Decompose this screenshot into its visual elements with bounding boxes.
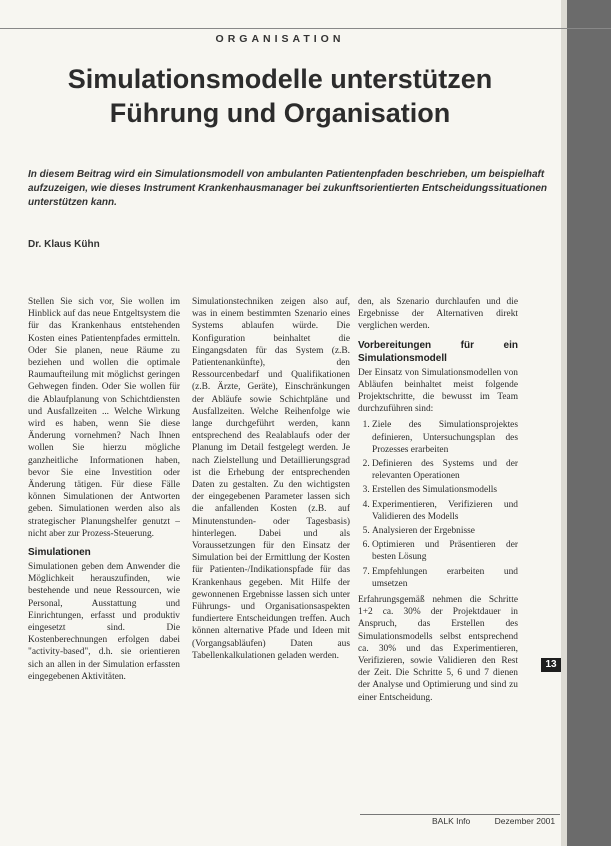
paragraph: Simulationstechniken zeigen also auf, was in einem bestimmten Szenario eines Systems ablaufen würde. Die Konfiguration beinhaltet die Eingangsdaten für das System (z.B. Patientenankünfte), den Ressourcenbedarf und Qualifikationen (z.B. Ärzte, Geräte), Einschränkungen der Abläufe sowie Schichtpläne und Ausfallzeiten. Welche Reihenfolge wie lange durchgeführt werden, kann entsprechend des Realablaufs oder der Planung im Detail festgelegt werden. Je nach Zielstellung und Detaillierungsgrad ist die Erhebung der entsprechenden Daten zu gestalten. Zu den wichtigsten der eingegebenen Parameter lassen sich die anfallenden Kosten (z.B. auf Minutenstunden- oder Tagesbasis) hinterlegen. Dabei und als Voraussetzungen für den Einsatz der Simulation bei der Ermittlung der Kosten für Patienten-/Indikationspfade für das Krankenhaus gegeben. Mit Hilfe der gewonnenen Ergebnisse lassen sich unter Führungs- und Organisationsaspekten fundiertere Entscheidungen treffen. Auch können alternative Pfade und Ideen mit (Vorgangsabläufen) Daten aus Tabellenkalkulationen geladen werden. xyxy=(192,297,350,661)
page-number-tab: 13 xyxy=(541,658,561,672)
paragraph: Erfahrungsgemäß nehmen die Schritte 1+2 ca. 30% der Projektdauer in Anspruch, das Erstellen des Simulationsmodells selbst entsprechend ca. 30% und das Experimentieren, Verifizieren, sowie Validieren den Rest der Zeit. Die Schritte 5, 6 und 7 dienen der Analyse und Optimierung und sind zu einer Entscheidung. xyxy=(358,595,518,703)
list-item: 4. Experimentieren, Verifizieren und Validieren des Modells xyxy=(372,499,518,523)
list-item: 3. Erstellen des Simulationsmodells xyxy=(372,484,518,496)
header-rule xyxy=(0,28,611,29)
title-line-2: Führung und Organisation xyxy=(109,98,451,128)
column-3 xyxy=(358,296,518,708)
list-item: 2. Definieren des Systems und der relevanten Operationen xyxy=(372,458,518,482)
section-heading: Vorbereitungen für ein Simulationsmodell xyxy=(358,339,518,364)
section-label: ORGANISATION xyxy=(215,33,345,45)
footer xyxy=(432,816,577,826)
steps-list xyxy=(358,419,518,590)
author-name: Dr. Klaus Kühn xyxy=(28,239,100,250)
list-item: 7. Empfehlungen erarbeiten und umsetzen xyxy=(372,566,518,590)
footer-rule xyxy=(360,814,560,815)
title-line-1: Simulationsmodelle unterstützen xyxy=(67,64,493,94)
column-1 xyxy=(28,296,180,687)
article-intro: In diesem Beitrag wird ein Simulationsmodell von ambulanten Patientenpfaden beschrieben, um beispielhaft aufzuzeigen, wie dieses Instrument Krankenhausmanager bei zukunftsorientierten Entscheidungssituationen unterstützen kann. xyxy=(28,169,547,208)
paragraph: Der Einsatz von Simulationsmodellen von Abläufen beinhaltet meist folgende Projektschritte, die bewusst im Team durchzuführen sind: xyxy=(358,367,518,415)
paragraph: den, als Szenario durchlaufen und die Ergebnisse der Alternativen direkt verglichen werden. xyxy=(358,297,518,332)
paragraph: Stellen Sie sich vor, Sie wollen im Hinblick auf das neue Entgeltsystem die für das Krankenhaus entstehenden Kosten eines Patientenpfades ermitteln. Oder Sie planen, neue Räume zu beziehen und wollen die optimale Raumaufteilung mit möglichst geringen Gehwegen finden. Oder Sie wollen für die Ablaufplanung von Schichtdiensten und Ausfallzeiten ... Welche Wirkung wird es haben, wenn Sie diese Änderung vornehmen? Nach Ihnen wollen Sie hierzu mögliche ganzheitliche Informationen haben, bevor Sie eine Investition oder Änderung tätigen. Für diese Fälle können Simulationen der Antworten geben. Simulationen werden also als strategischer Planungshelfer genutzt – nicht aber zur Prozess-Steuerung. xyxy=(28,297,180,539)
article-title xyxy=(30,62,530,130)
list-item: 1. Ziele des Simulationsprojektes definieren, Untersuchungsplan des Prozesses erarbeiten xyxy=(372,419,518,456)
column-2 xyxy=(192,296,350,666)
scan-edge xyxy=(567,0,611,846)
section-heading: Simulationen xyxy=(28,547,91,559)
list-item: 5. Analysieren der Ergebnisse xyxy=(372,525,518,537)
list-item: 6. Optimieren und Präsentieren der besten Lösung xyxy=(372,539,518,563)
footer-publication: BALK Info xyxy=(432,816,471,826)
footer-date: Dezember 2001 xyxy=(494,816,556,826)
paragraph: Simulationen geben dem Anwender die Möglichkeit herauszufinden, wie bestehende und neue Ressourcen, wie Personal, Ausstattung und Einrichtungen, erfasst und produktiv eingesetzt sind. Die Kostenberechnungen erfolgen dabei "activity-based", d.h. sie orientieren sich an allen in der Simulation erfassten eingegebenen Aktivitäten. xyxy=(28,562,180,682)
